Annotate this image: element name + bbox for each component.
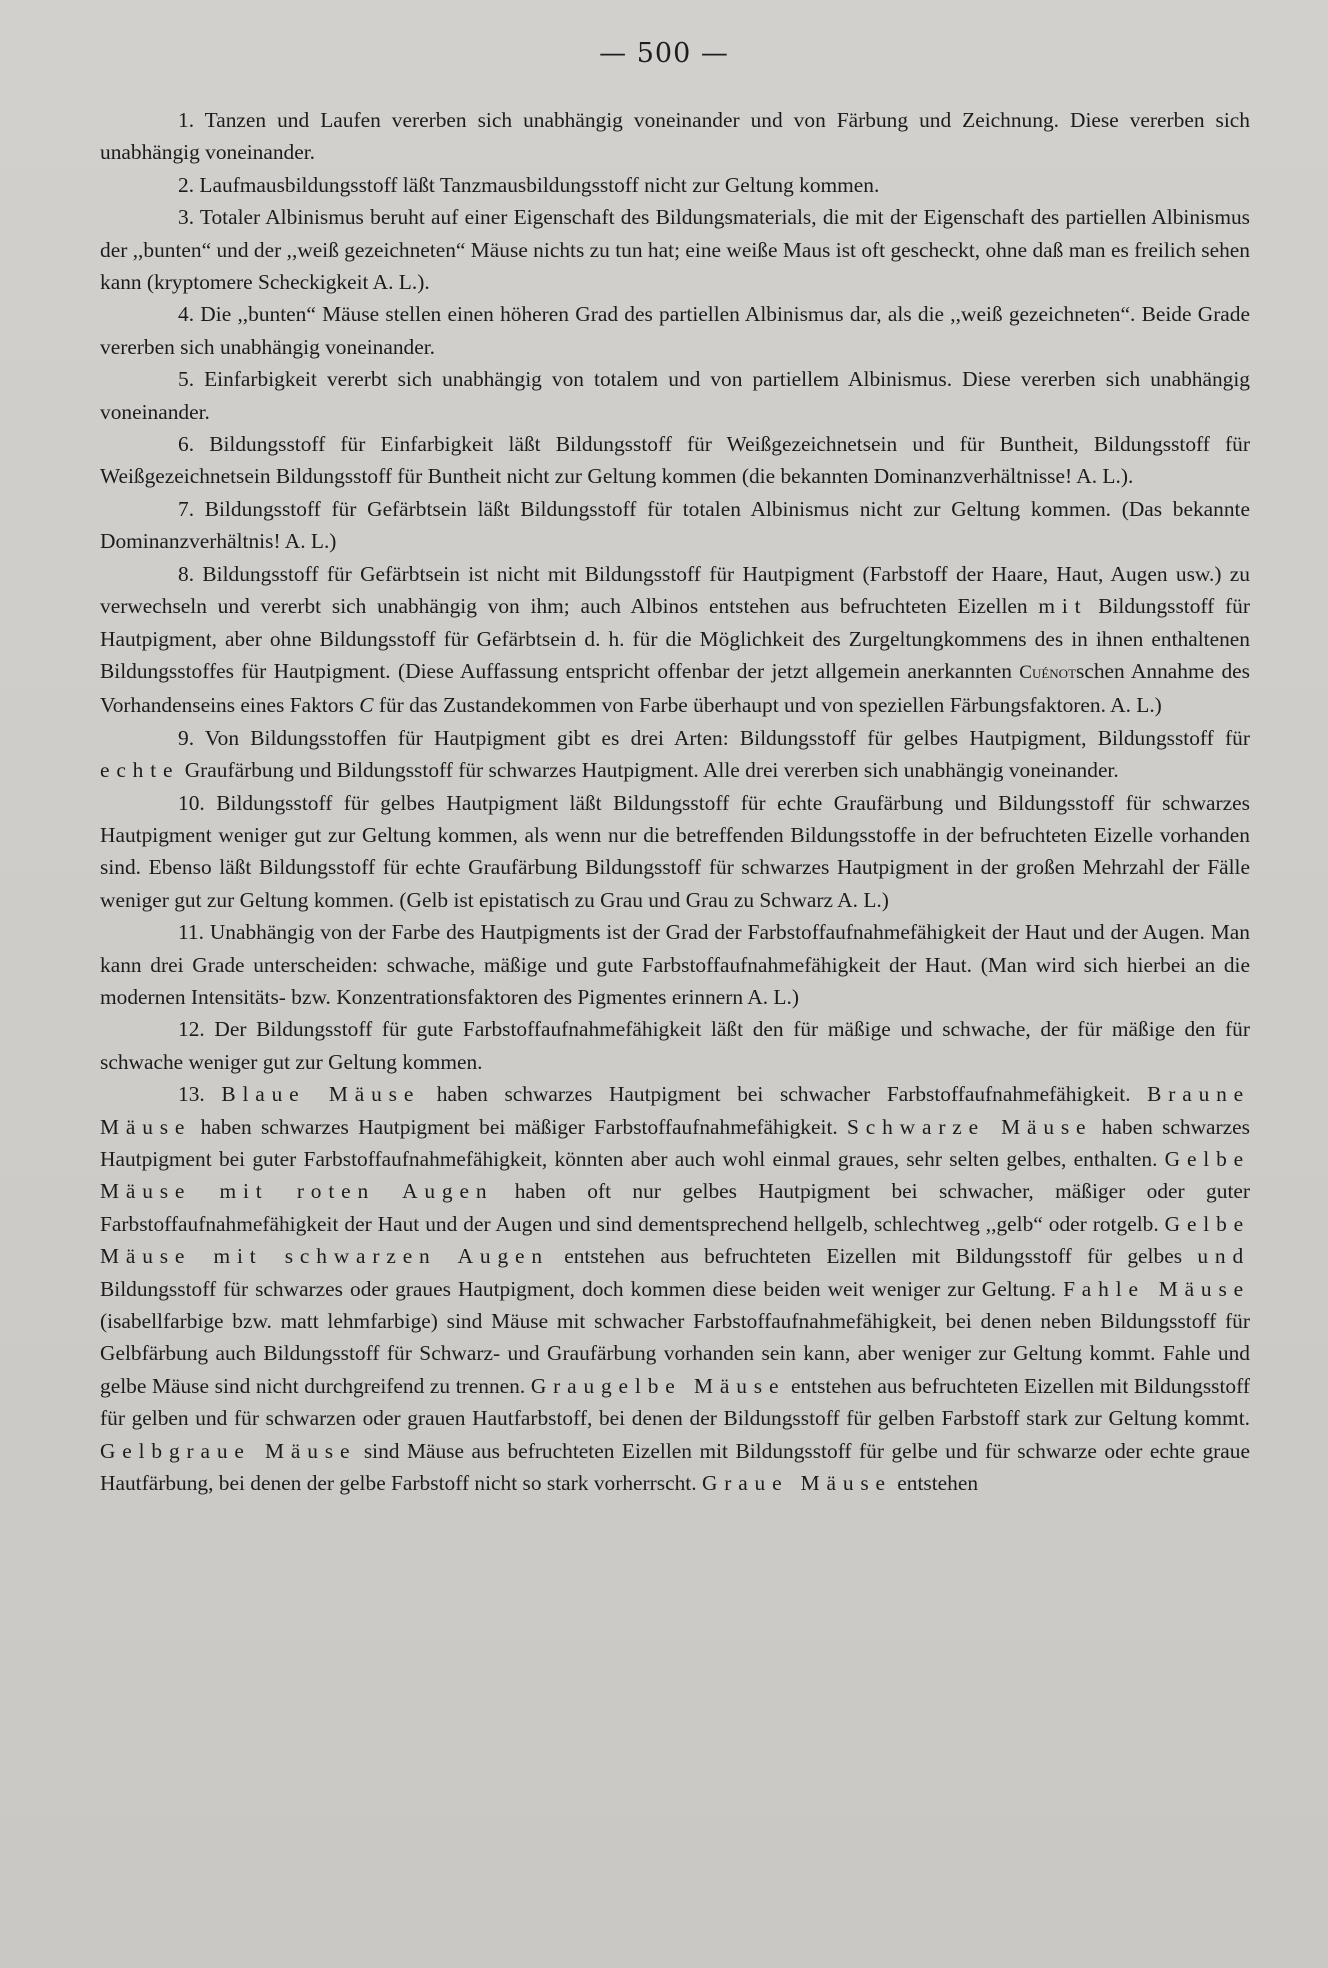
text-run: 3. Totaler Albinismus beruht auf einer Eigenschaft des Bildungsmaterials, die mit der Eigenschaft des partiellen Albinismus der ,,bunten“ und der ,,weiß gezeichneten“ Mäuse nichts zu tun hat; eine weiße Maus ist oft gescheckt, ohne daß man es freilich sehen kann (kryptomere Scheckigkeit A. L.).	[100, 205, 1250, 295]
text-run: sind Mäuse aus befruchteten Eizellen mit Bildungsstoff für gelbe und für schwarze oder echte graue Hautfärbung, bei denen der gelbe Farbstoff nicht so stark vorherrscht.	[100, 1438, 1250, 1496]
text-run: 5. Einfarbigkeit vererbt sich unabhängig von totalem und von partiellem Albinismus. Diese vererben sich unabhängig voneinander.	[100, 367, 1250, 424]
body-text	[100, 104, 1250, 1499]
paragraph-13	[100, 1078, 1250, 1499]
text-run: Braune Mäuse	[100, 1082, 1251, 1139]
text-run: Graue Mäuse	[701, 1471, 892, 1496]
text-run: 13.	[178, 1082, 222, 1107]
text-run: Graufärbung und Bildungsstoff für schwarzes Hautpigment. Alle drei vererben sich unabhängig voneinander.	[179, 758, 1119, 783]
paragraph-2	[100, 169, 1250, 201]
text-run: 1. Tanzen und Laufen vererben sich unabhängig voneinander und von Färbung und Zeichnung. Diese vererben sich unabhängig voneinander.	[100, 108, 1250, 165]
text-run: 9. Von Bildungsstoffen für Hautpigment gibt es drei Arten: Bildungsstoff für gelbes Hautpigment, Bildungsstoff für	[178, 725, 1250, 750]
paragraph-9	[100, 722, 1250, 787]
text-run: mit	[1038, 594, 1088, 619]
text-run: 2. Laufmausbildungsstoff läßt Tanzmausbildungsstoff nicht zur Geltung kommen.	[178, 172, 880, 197]
paragraph-3	[100, 201, 1250, 298]
text-run: haben oft nur gelbes Hautpigment bei schwacher, mäßiger oder guter Farbstoffaufnahmefähigkeit der Haut und der Augen und sind dementsprechend hellgelb, schlechtweg ,,gelb“ oder rotgelb.	[100, 1179, 1251, 1236]
text-run: entstehen aus befruchteten Eizellen mit Bildungsstoff für gelben und für schwarzen oder grauen Hautfarbstoff, bei denen der Bildungsstoff für gelben Farbstoff stark zur Geltung kommt.	[100, 1373, 1250, 1431]
text-run: Gelbe Mäuse mit roten Augen	[100, 1147, 1250, 1204]
paragraph-5	[100, 363, 1250, 428]
text-run: haben schwarzes Hautpigment bei mäßiger Farbstoffaufnahmefähigkeit.	[191, 1114, 848, 1139]
text-run: Gelbe Mäuse mit schwarzen Augen	[100, 1211, 1250, 1269]
text-run: Schwarze Mäuse	[847, 1114, 1093, 1139]
text-run: entstehen	[891, 1471, 979, 1496]
text-run: Fahle Mäuse	[1063, 1276, 1250, 1301]
text-run: 12. Der Bildungsstoff für gute Farbstoffaufnahmefähigkeit läßt den für mäßige und schwache, der für mäßige den für schwache weniger gut zur Geltung kommen.	[100, 1017, 1250, 1074]
paragraph-10	[100, 787, 1250, 917]
text-run: für das Zustandekommen von Farbe überhaupt und von speziellen Färbungsfaktoren. A. L.)	[373, 693, 1162, 718]
text-run: haben schwarzes Hautpigment bei schwacher Farbstoffaufnahmefähigkeit.	[420, 1082, 1148, 1107]
paragraph-11	[100, 916, 1250, 1013]
text-run: Graugelbe Mäuse	[530, 1373, 786, 1398]
paragraph-6	[100, 428, 1250, 493]
text-run: 11. Unabhängig von der Farbe des Hautpigments ist der Grad der Farbstoffaufnahmefähigkeit der Haut und der Augen. Man kann drei Grade unterscheiden: schwache, mäßige und gute Farbstoffaufnahmefähigkeit der Haut. (Man wird sich hierbei an die modernen Intensitäts- bzw. Konzentrationsfaktoren des Pigmentes erinnern A. L.)	[100, 920, 1250, 1009]
text-run: Bildungsstoff für Hautpigment, aber ohne Bildungsstoff für Gefärbtsein d. h. für die Möglichkeit des Zurgeltungkommens des in ihnen enthaltenen Bildungsstoffes für Hautpigment. (Diese Auffassung entspricht offenbar der jetzt allgemein anerkannten	[100, 594, 1251, 683]
text-run: 8. Bildungsstoff für Gefärbtsein ist nicht mit Bildungsstoff für Hautpigment (Farbstoff der Haare, Haut, Augen usw.) zu verwechseln und vererbt sich unabhängig von ihm; auch Albinos entstehen aus befruchteten Eizellen	[100, 561, 1250, 619]
text-run: Blaue Mäuse	[221, 1082, 421, 1107]
text-run: (isabellfarbige bzw. matt lehmfarbige) sind Mäuse mit schwacher Farbstoffaufnahmefähigkeit, bei denen neben Bildungsstoff für Gelbfärbung auch Bildungsstoff für Schwarz- und Graufärbung vorhanden sein kann, aber weniger zur Geltung kommt. Fahle und gelbe Mäuse sind nicht durchgreifend zu trennen.	[100, 1309, 1250, 1398]
text-run: haben schwarzes Hautpigment bei guter Farbstoffaufnahmefähigkeit, könnten aber auch wohl einmal graues, sehr selten gelbes, enthalten.	[100, 1114, 1250, 1171]
text-run: Cuénot	[1019, 661, 1077, 683]
text-run: entstehen aus befruchteten Eizellen mit Bildungsstoff für gelbes	[548, 1244, 1198, 1269]
page-number: — 500 —	[599, 38, 729, 69]
text-run: C	[359, 693, 374, 718]
paragraph-4	[100, 298, 1250, 363]
text-run: Gelbgraue Mäuse	[100, 1438, 357, 1463]
paragraph-12	[100, 1013, 1250, 1078]
paragraph-7	[100, 493, 1250, 558]
text-run: schen Annahme des Vorhandenseins eines Faktors	[100, 658, 1250, 718]
text-run: echte	[100, 758, 180, 783]
text-run: 10. Bildungsstoff für gelbes Hautpigment läßt Bildungsstoff für echte Graufärbung und Bildungsstoff für schwarzes Hautpigment weniger gut zur Geltung kommen, als wenn nur die betreffenden Bildungsstoffe in der befruchteten Eizelle vorhanden sind. Ebenso läßt Bildungsstoff für echte Graufärbung Bildungsstoff für schwarzes Hautpigment in der großen Mehrzahl der Fälle weniger gut zur Geltung kommen. (Gelb ist epistatisch zu Grau und Grau zu Schwarz A. L.)	[100, 790, 1250, 912]
paragraph-1	[100, 104, 1250, 169]
text-run: 7. Bildungsstoff für Gefärbtsein läßt Bildungsstoff für totalen Albinismus nicht zur Geltung kommen. (Das bekannte Dominanzverhältnis! A. L.)	[100, 496, 1250, 554]
text-run: und	[1197, 1244, 1250, 1269]
text-run: 4. Die ,,bunten“ Mäuse stellen einen höheren Grad des partiellen Albinismus dar, als die ,,weiß gezeichneten“. Beide Grade vererben sich unabhängig voneinander.	[100, 302, 1250, 359]
paragraph-8	[100, 558, 1250, 722]
text-run: 6. Bildungsstoff für Einfarbigkeit läßt Bildungsstoff für Weißgezeichnetsein und für Buntheit, Bildungsstoff für Weißgezeichnetsein Bildungsstoff für Buntheit nicht zur Geltung kommen (die bekannten Dominanzverhältnisse! A. L.).	[100, 432, 1250, 489]
text-run: Bildungsstoff für schwarzes oder graues Hautpigment, doch kommen diese beiden weit weniger zur Geltung.	[100, 1276, 1064, 1301]
